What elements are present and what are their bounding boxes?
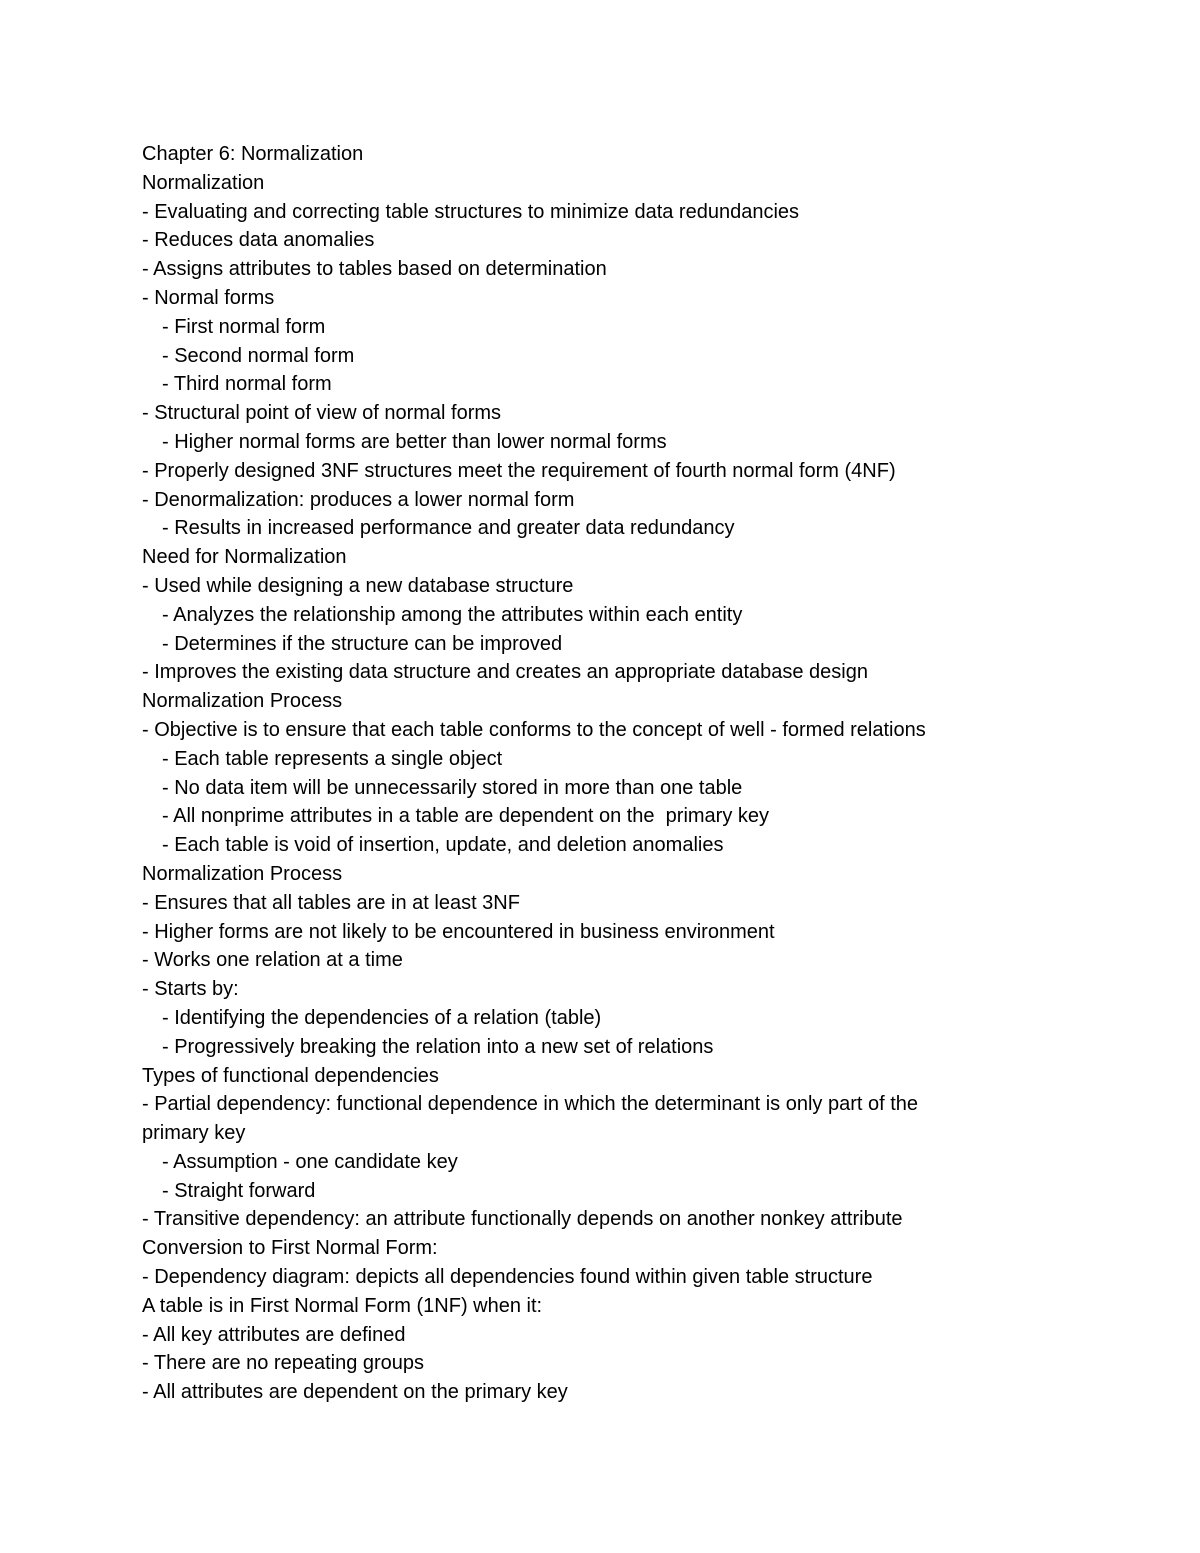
document-line: - Second normal form: [162, 344, 355, 367]
document-line: - Transitive dependency: an attribute functionally depends on another nonkey attribute: [142, 1208, 903, 1231]
document-line: - Reduces data anomalies: [142, 229, 375, 252]
document-line: - Results in increased performance and greater data redundancy: [162, 517, 735, 540]
document-line: Need for Normalization: [142, 546, 347, 569]
document-line: - All attributes are dependent on the primary key: [142, 1381, 568, 1404]
document-line: - Straight forward: [162, 1179, 316, 1202]
document-line: A table is in First Normal Form (1NF) when it:: [142, 1294, 543, 1317]
document-line: - No data item will be unnecessarily stored in more than one table: [162, 776, 743, 799]
document-line: - Structural point of view of normal forms: [142, 402, 502, 425]
document-line: - Partial dependency: functional dependence in which the determinant is only part of the: [142, 1093, 919, 1116]
document-line: - All key attributes are defined: [142, 1323, 406, 1346]
document-line: - Dependency diagram: depicts all dependencies found within given table structure: [142, 1266, 873, 1289]
document-line: - Progressively breaking the relation into a new set of relations: [162, 1035, 714, 1058]
document-line: - Evaluating and correcting table structures to minimize data redundancies: [142, 200, 800, 223]
document-line: - All nonprime attributes in a table are dependent on the primary key: [162, 805, 770, 828]
document-line: - Determines if the structure can be improved: [162, 632, 563, 655]
document-line: - Higher normal forms are better than lower normal forms: [162, 430, 667, 453]
document-line: - Used while designing a new database structure: [142, 574, 574, 597]
document-line: - Denormalization: produces a lower normal form: [142, 488, 575, 511]
document-line: Normalization Process: [142, 862, 343, 885]
document-line: - Normal forms: [142, 286, 275, 309]
document-body: [142, 140, 1142, 1407]
document-line: - Objective is to ensure that each table conforms to the concept of well - formed relations: [142, 718, 926, 741]
document-line: primary key: [142, 1122, 246, 1145]
document-line: - Each table represents a single object: [162, 747, 503, 770]
document-line: - Works one relation at a time: [142, 949, 403, 972]
document-line: - Assumption - one candidate key: [162, 1150, 458, 1173]
document-line: - Third normal form: [162, 373, 332, 396]
document-line: - Ensures that all tables are in at least 3NF: [142, 891, 520, 914]
document-line: - Each table is void of insertion, update, and deletion anomalies: [162, 834, 724, 857]
document-line: - Identifying the dependencies of a relation (table): [162, 1006, 602, 1029]
document-line: - Properly designed 3NF structures meet the requirement of fourth normal form (4NF): [142, 459, 896, 482]
document-line: - Starts by:: [142, 978, 239, 1001]
document-line: - Analyzes the relationship among the attributes within each entity: [162, 603, 743, 626]
document-line: - There are no repeating groups: [142, 1352, 425, 1375]
document-line: Types of functional dependencies: [142, 1064, 439, 1087]
document-line: Normalization: [142, 171, 265, 194]
document-line: - Assigns attributes to tables based on determination: [142, 258, 607, 281]
document-line: Conversion to First Normal Form:: [142, 1237, 438, 1260]
document-line: - First normal form: [162, 315, 326, 338]
document-line: Normalization Process: [142, 690, 343, 713]
document-line: - Improves the existing data structure and creates an appropriate database design: [142, 661, 868, 684]
document-line: - Higher forms are not likely to be encountered in business environment: [142, 920, 775, 943]
document-title: Chapter 6: Normalization: [142, 143, 364, 165]
